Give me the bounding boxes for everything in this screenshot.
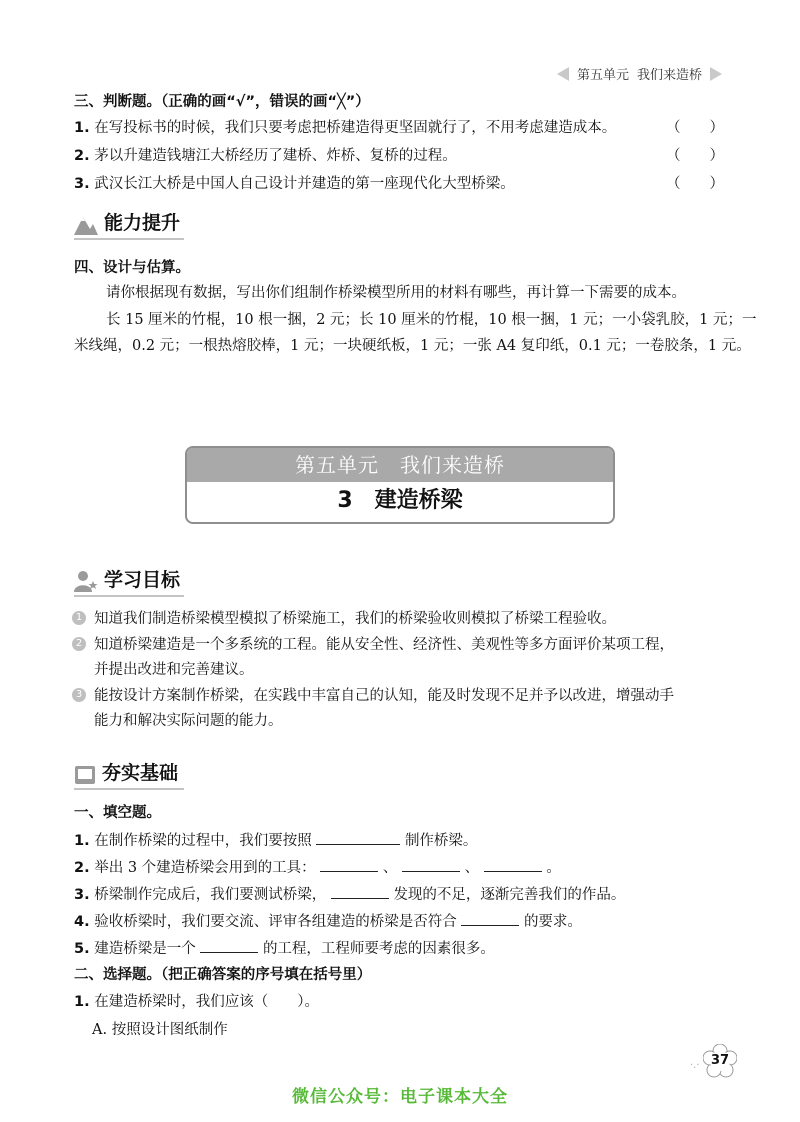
item-text: 桥梁制作完成后，我们要测试桥梁，	[94, 887, 327, 903]
item-number: 5.	[74, 941, 90, 957]
item-text: 在建造桥梁时，我们应该（ ）。	[94, 994, 319, 1010]
decor-dots: ·.·	[690, 1060, 700, 1071]
item-number: 1.	[74, 833, 90, 849]
answer-blank[interactable]	[484, 857, 542, 872]
fill-q1	[74, 830, 477, 851]
item-text: 茅以升建造钱塘江大桥经历了建桥、炸桥、复桥的过程。	[94, 148, 457, 164]
fill-q4	[74, 911, 582, 932]
item-text: 举出 3 个建造桥梁会用到的工具：	[94, 860, 316, 876]
lesson-title: 3 建造桥梁	[337, 488, 463, 513]
header-right-triangle-icon	[710, 67, 722, 81]
ability-heading	[74, 208, 184, 235]
answer-blank[interactable]	[402, 857, 460, 872]
answer-paren[interactable]: （ ）	[666, 176, 724, 192]
unit-title-top: 第五单元 我们来造桥	[187, 448, 613, 482]
header-unit: 第五单元	[576, 68, 629, 83]
unit-title-box	[185, 446, 615, 524]
person-star-icon	[74, 570, 98, 592]
item-text: 建造桥梁是一个	[94, 941, 196, 957]
section3-item-1	[74, 118, 724, 138]
item-number: 3.	[74, 887, 90, 903]
answer-blank[interactable]	[316, 830, 400, 845]
ability-title: 能力提升	[104, 212, 181, 234]
item-text: 的要求。	[523, 914, 582, 930]
item-text: 制作桥梁。	[404, 833, 478, 849]
item-number: 4.	[74, 914, 90, 930]
fill-q3	[74, 884, 625, 905]
answer-blank[interactable]	[200, 938, 258, 953]
goal-number-badge: 2	[72, 637, 86, 651]
section4-heading: 四、设计与估算。	[74, 260, 190, 276]
basics-title: 夯实基础	[102, 762, 179, 784]
fill-q2	[74, 857, 561, 878]
goal-number-badge: 1	[72, 611, 86, 625]
running-header	[557, 64, 722, 83]
item-text: 验收桥梁时，我们要交流、评审各组建造的桥梁是否符合	[94, 914, 457, 930]
goal-text: 知道桥梁建造是一个多系统的工程。能从安全性、经济性、美观性等多方面评价某项工程，	[94, 637, 674, 653]
separator: 、	[382, 860, 398, 876]
goal-text: 知道我们制造桥梁模型模拟了桥梁施工，我们的桥梁验收则模拟了桥梁工程验收。	[94, 611, 616, 627]
item-number: 2.	[74, 148, 90, 164]
answer-paren[interactable]: （ ）	[666, 148, 724, 164]
choice-q1	[74, 992, 319, 1012]
item-text: 的工程，工程师要考虑的因素很多。	[262, 941, 495, 957]
goals-underline	[74, 595, 184, 597]
section3-item-3	[74, 174, 724, 194]
goals-title: 学习目标	[104, 569, 181, 591]
goal-number-badge: 3	[72, 688, 86, 702]
goals-section	[74, 565, 184, 597]
item-end: 。	[546, 860, 561, 876]
goal-text: 能按设计方案制作桥梁，在实践中丰富自己的认知，能及时发现不足并予以改进，增强动手	[94, 688, 674, 704]
footer-watermark: 微信公众号：电子课本大全	[292, 1087, 508, 1107]
basics-heading	[74, 758, 184, 785]
page-number: 37	[710, 1053, 730, 1068]
goal-text-cont: 能力和解决实际问题的能力。	[94, 713, 283, 729]
answer-paren[interactable]: （ ）	[666, 120, 724, 136]
answer-blank[interactable]	[461, 911, 519, 926]
section2-heading: 二、选择题。（把正确答案的序号填在括号里）	[74, 967, 372, 983]
choice-option-a[interactable]: A. 按照设计图纸制作	[92, 1022, 228, 1038]
item-text: 武汉长江大桥是中国人自己设计并建造的第一座现代化大型桥梁。	[94, 176, 515, 192]
section4-para1: 请你根据现有数据，写出你们组制作桥梁模型所用的材料有哪些，再计算一下需要的成本。	[106, 285, 686, 301]
item-number: 3.	[74, 176, 90, 192]
book-icon	[74, 765, 96, 785]
section1-heading: 一、填空题。	[74, 805, 161, 821]
item-text: 发现的不足，逐渐完善我们的作品。	[393, 887, 626, 903]
ability-section	[74, 208, 184, 240]
answer-blank[interactable]	[320, 857, 378, 872]
section3-heading: 三、判断题。（正确的画“√”，错误的画“╳”）	[74, 94, 370, 110]
separator: 、	[464, 860, 480, 876]
item-number: 1.	[74, 994, 90, 1010]
ability-underline	[74, 238, 184, 240]
section3-item-2	[74, 146, 724, 166]
item-number: 2.	[74, 860, 90, 876]
item-text: 在写投标书的时候，我们只要考虑把桥建造得更坚固就行了，不用考虑建造成本。	[94, 120, 617, 136]
section4-para2a: 长 15 厘米的竹棍，10 根一捆，2 元；长 10 厘米的竹棍，10 根一捆，1 元；一小袋乳胶，1 元；一	[106, 312, 757, 328]
item-text: 在制作桥梁的过程中，我们要按照	[94, 833, 312, 849]
header-left-triangle-icon	[557, 67, 569, 81]
basics-section	[74, 758, 184, 790]
item-number: 1.	[74, 120, 90, 136]
answer-blank[interactable]	[331, 884, 389, 899]
basics-underline	[74, 788, 184, 790]
mountain-icon	[74, 213, 98, 235]
goals-heading	[74, 565, 184, 592]
fill-q5	[74, 938, 495, 959]
header-title: 我们来造桥	[636, 68, 702, 83]
section4-para2b: 米线绳，0.2 元；一根热熔胶棒，1 元；一块硬纸板，1 元；一张 A4 复印纸，0.1 元；一卷胶条，1 元。	[74, 338, 751, 354]
page-number-badge	[703, 1044, 737, 1078]
goal-text-cont: 并提出改进和完善建议。	[94, 662, 254, 678]
